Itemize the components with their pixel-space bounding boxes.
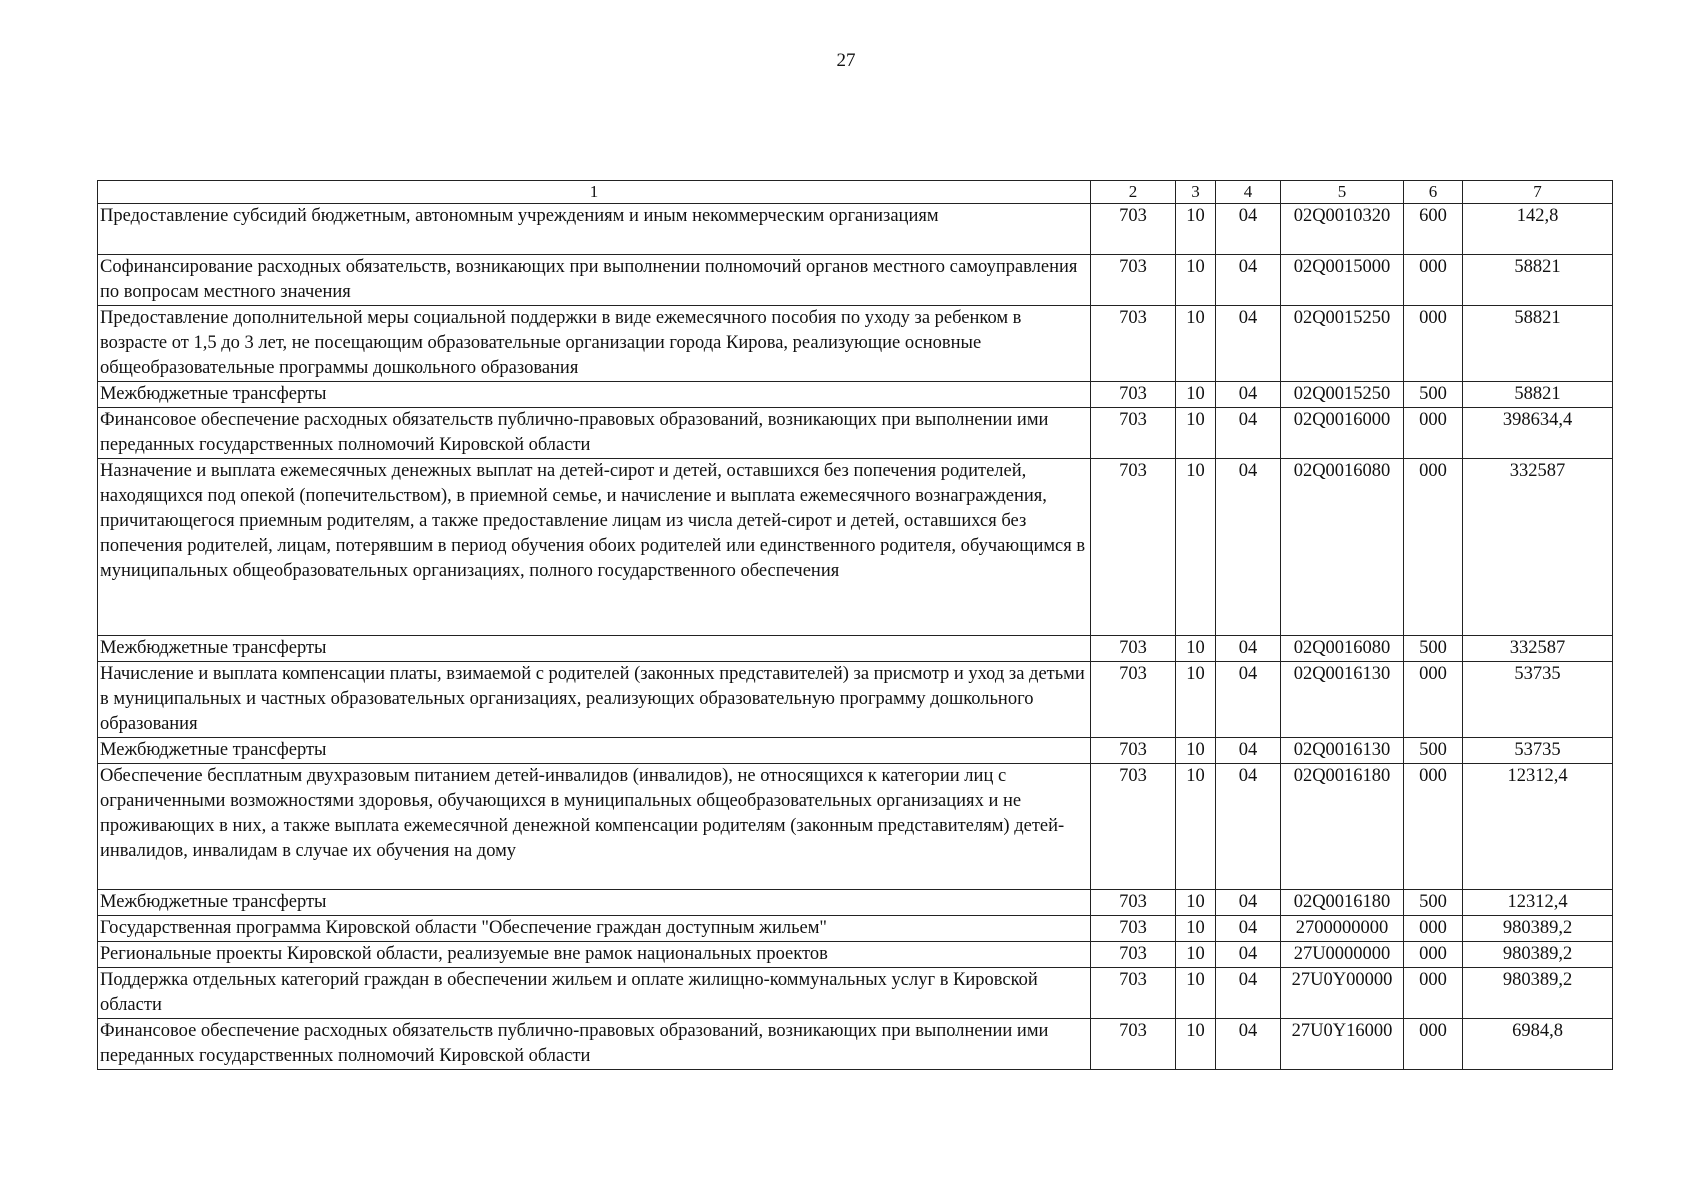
- cell-subsection: 10: [1176, 255, 1216, 306]
- cell-target-code: 27U0000000: [1281, 942, 1404, 968]
- cell-item: 04: [1216, 204, 1281, 255]
- column-header: 5: [1281, 181, 1404, 204]
- cell-subsection: 10: [1176, 382, 1216, 408]
- row-name: Назначение и выплата ежемесячных денежных выплат на детей-сирот и детей, оставшихся без попечения родителей, находящихся под опекой (попечительством), в приемной семье, и начисление и выплата ежемесячного вознаграждения, причитающегося приемным родителям, а также предоставление лицам из числа детей-сирот и детей, оставшихся без попечения родителей, лицам, потерявшим в период обучения обоих родителей или единственного родителя, обучающимся в муниципальных общеобразовательных организациях, полного государственного обеспечения: [98, 459, 1091, 636]
- row-name: Софинансирование расходных обязательств, возникающих при выполнении полномочий органов местного самоуправления по вопросам местного значения: [98, 255, 1091, 306]
- cell-expense-type: 000: [1404, 764, 1463, 890]
- cell-target-code: 02Q0015000: [1281, 255, 1404, 306]
- table-row: [98, 636, 1613, 662]
- cell-expense-type: 000: [1404, 662, 1463, 738]
- cell-target-code: 2700000000: [1281, 916, 1404, 942]
- cell-section: 703: [1091, 738, 1176, 764]
- row-name: Начисление и выплата компенсации платы, взимаемой с родителей (законных представителей) за присмотр и уход за детьми в муниципальных и частных образовательных организациях, реализующих образовательную программу дошкольного образования: [98, 662, 1091, 738]
- page-number: 27: [836, 50, 856, 71]
- cell-section: 703: [1091, 942, 1176, 968]
- row-name: Межбюджетные трансферты: [98, 890, 1091, 916]
- row-name: Финансовое обеспечение расходных обязательств публично-правовых образований, возникающих при выполнении ими переданных государственных полномочий Кировской области: [98, 1019, 1091, 1070]
- cell-target-code: 02Q0016080: [1281, 636, 1404, 662]
- cell-expense-type: 000: [1404, 255, 1463, 306]
- cell-expense-type: 500: [1404, 890, 1463, 916]
- cell-amount: 58821: [1463, 255, 1613, 306]
- cell-item: 04: [1216, 255, 1281, 306]
- cell-subsection: 10: [1176, 890, 1216, 916]
- cell-expense-type: 000: [1404, 916, 1463, 942]
- table-row: [98, 382, 1613, 408]
- column-header: 1: [98, 181, 1091, 204]
- cell-section: 703: [1091, 382, 1176, 408]
- cell-target-code: 02Q0016180: [1281, 764, 1404, 890]
- table-row: [98, 255, 1613, 306]
- table-row: [98, 968, 1613, 1019]
- column-header: 4: [1216, 181, 1281, 204]
- cell-section: 703: [1091, 636, 1176, 662]
- table-header-row: [98, 181, 1613, 204]
- cell-item: 04: [1216, 942, 1281, 968]
- cell-expense-type: 000: [1404, 459, 1463, 636]
- cell-expense-type: 000: [1404, 968, 1463, 1019]
- row-name: Межбюджетные трансферты: [98, 382, 1091, 408]
- cell-subsection: 10: [1176, 968, 1216, 1019]
- row-name: Предоставление субсидий бюджетным, автономным учреждениям и иным некоммерческим организациям: [98, 204, 1091, 255]
- row-name: Поддержка отдельных категорий граждан в обеспечении жильем и оплате жилищно-коммунальных услуг в Кировской области: [98, 968, 1091, 1019]
- cell-target-code: 02Q0016080: [1281, 459, 1404, 636]
- table-row: [98, 204, 1613, 255]
- cell-subsection: 10: [1176, 459, 1216, 636]
- cell-amount: 12312,4: [1463, 890, 1613, 916]
- cell-subsection: 10: [1176, 204, 1216, 255]
- cell-amount: 12312,4: [1463, 764, 1613, 890]
- cell-item: 04: [1216, 636, 1281, 662]
- table-row: [98, 1019, 1613, 1070]
- cell-amount: 332587: [1463, 459, 1613, 636]
- cell-section: 703: [1091, 408, 1176, 459]
- cell-target-code: 02Q0016130: [1281, 738, 1404, 764]
- cell-item: 04: [1216, 968, 1281, 1019]
- cell-item: 04: [1216, 1019, 1281, 1070]
- cell-expense-type: 000: [1404, 1019, 1463, 1070]
- cell-subsection: 10: [1176, 306, 1216, 382]
- cell-subsection: 10: [1176, 1019, 1216, 1070]
- cell-amount: 53735: [1463, 738, 1613, 764]
- cell-amount: 58821: [1463, 306, 1613, 382]
- cell-expense-type: 000: [1404, 942, 1463, 968]
- cell-amount: 398634,4: [1463, 408, 1613, 459]
- cell-item: 04: [1216, 764, 1281, 890]
- cell-section: 703: [1091, 890, 1176, 916]
- column-header: 2: [1091, 181, 1176, 204]
- table-row: [98, 942, 1613, 968]
- row-name: Государственная программа Кировской области "Обеспечение граждан доступным жильем": [98, 916, 1091, 942]
- row-name: Предоставление дополнительной меры социальной поддержки в виде ежемесячного пособия по уходу за ребенком в возрасте от 1,5 до 3 лет, не посещающим образовательные организации города Кирова, реализующие основные общеобразовательные программы дошкольного образования: [98, 306, 1091, 382]
- cell-section: 703: [1091, 306, 1176, 382]
- cell-amount: 142,8: [1463, 204, 1613, 255]
- table-row: [98, 662, 1613, 738]
- cell-item: 04: [1216, 382, 1281, 408]
- row-name: Финансовое обеспечение расходных обязательств публично-правовых образований, возникающих при выполнении ими переданных государственных полномочий Кировской области: [98, 408, 1091, 459]
- cell-amount: 980389,2: [1463, 916, 1613, 942]
- cell-target-code: 02Q0015250: [1281, 306, 1404, 382]
- cell-item: 04: [1216, 890, 1281, 916]
- cell-amount: 332587: [1463, 636, 1613, 662]
- cell-target-code: 02Q0016000: [1281, 408, 1404, 459]
- column-header: 3: [1176, 181, 1216, 204]
- cell-expense-type: 500: [1404, 738, 1463, 764]
- row-name: Межбюджетные трансферты: [98, 738, 1091, 764]
- row-name: Региональные проекты Кировской области, реализуемые вне рамок национальных проектов: [98, 942, 1091, 968]
- cell-subsection: 10: [1176, 916, 1216, 942]
- budget-table: [97, 180, 1613, 1070]
- cell-subsection: 10: [1176, 942, 1216, 968]
- cell-item: 04: [1216, 459, 1281, 636]
- cell-target-code: 02Q0016130: [1281, 662, 1404, 738]
- cell-section: 703: [1091, 764, 1176, 890]
- table-row: [98, 408, 1613, 459]
- cell-section: 703: [1091, 916, 1176, 942]
- cell-amount: 980389,2: [1463, 968, 1613, 1019]
- cell-target-code: 27U0Y16000: [1281, 1019, 1404, 1070]
- cell-subsection: 10: [1176, 636, 1216, 662]
- column-header: 7: [1463, 181, 1613, 204]
- column-header: 6: [1404, 181, 1463, 204]
- cell-item: 04: [1216, 306, 1281, 382]
- table-row: [98, 764, 1613, 890]
- cell-section: 703: [1091, 204, 1176, 255]
- table-row: [98, 459, 1613, 636]
- cell-expense-type: 000: [1404, 306, 1463, 382]
- cell-amount: 980389,2: [1463, 942, 1613, 968]
- cell-subsection: 10: [1176, 764, 1216, 890]
- cell-subsection: 10: [1176, 662, 1216, 738]
- cell-expense-type: 500: [1404, 636, 1463, 662]
- cell-target-code: 02Q0010320: [1281, 204, 1404, 255]
- cell-section: 703: [1091, 1019, 1176, 1070]
- cell-target-code: 02Q0016180: [1281, 890, 1404, 916]
- cell-section: 703: [1091, 255, 1176, 306]
- cell-item: 04: [1216, 662, 1281, 738]
- cell-section: 703: [1091, 968, 1176, 1019]
- cell-item: 04: [1216, 916, 1281, 942]
- table-row: [98, 306, 1613, 382]
- row-name: Обеспечение бесплатным двухразовым питанием детей-инвалидов (инвалидов), не относящихся к категории лиц с ограниченными возможностями здоровья, обучающихся в муниципальных общеобразовательных организациях и не проживающих в них, а также выплата ежемесячной денежной компенсации родителям (законным представителям) детей-инвалидов, инвалидам в случае их обучения на дому: [98, 764, 1091, 890]
- cell-section: 703: [1091, 662, 1176, 738]
- cell-amount: 53735: [1463, 662, 1613, 738]
- cell-subsection: 10: [1176, 408, 1216, 459]
- cell-target-code: 27U0Y00000: [1281, 968, 1404, 1019]
- cell-subsection: 10: [1176, 738, 1216, 764]
- cell-amount: 58821: [1463, 382, 1613, 408]
- table-row: [98, 890, 1613, 916]
- table-row: [98, 738, 1613, 764]
- cell-item: 04: [1216, 408, 1281, 459]
- cell-expense-type: 500: [1404, 382, 1463, 408]
- cell-section: 703: [1091, 459, 1176, 636]
- cell-expense-type: 000: [1404, 408, 1463, 459]
- cell-item: 04: [1216, 738, 1281, 764]
- cell-amount: 6984,8: [1463, 1019, 1613, 1070]
- cell-expense-type: 600: [1404, 204, 1463, 255]
- table-row: [98, 916, 1613, 942]
- cell-target-code: 02Q0015250: [1281, 382, 1404, 408]
- row-name: Межбюджетные трансферты: [98, 636, 1091, 662]
